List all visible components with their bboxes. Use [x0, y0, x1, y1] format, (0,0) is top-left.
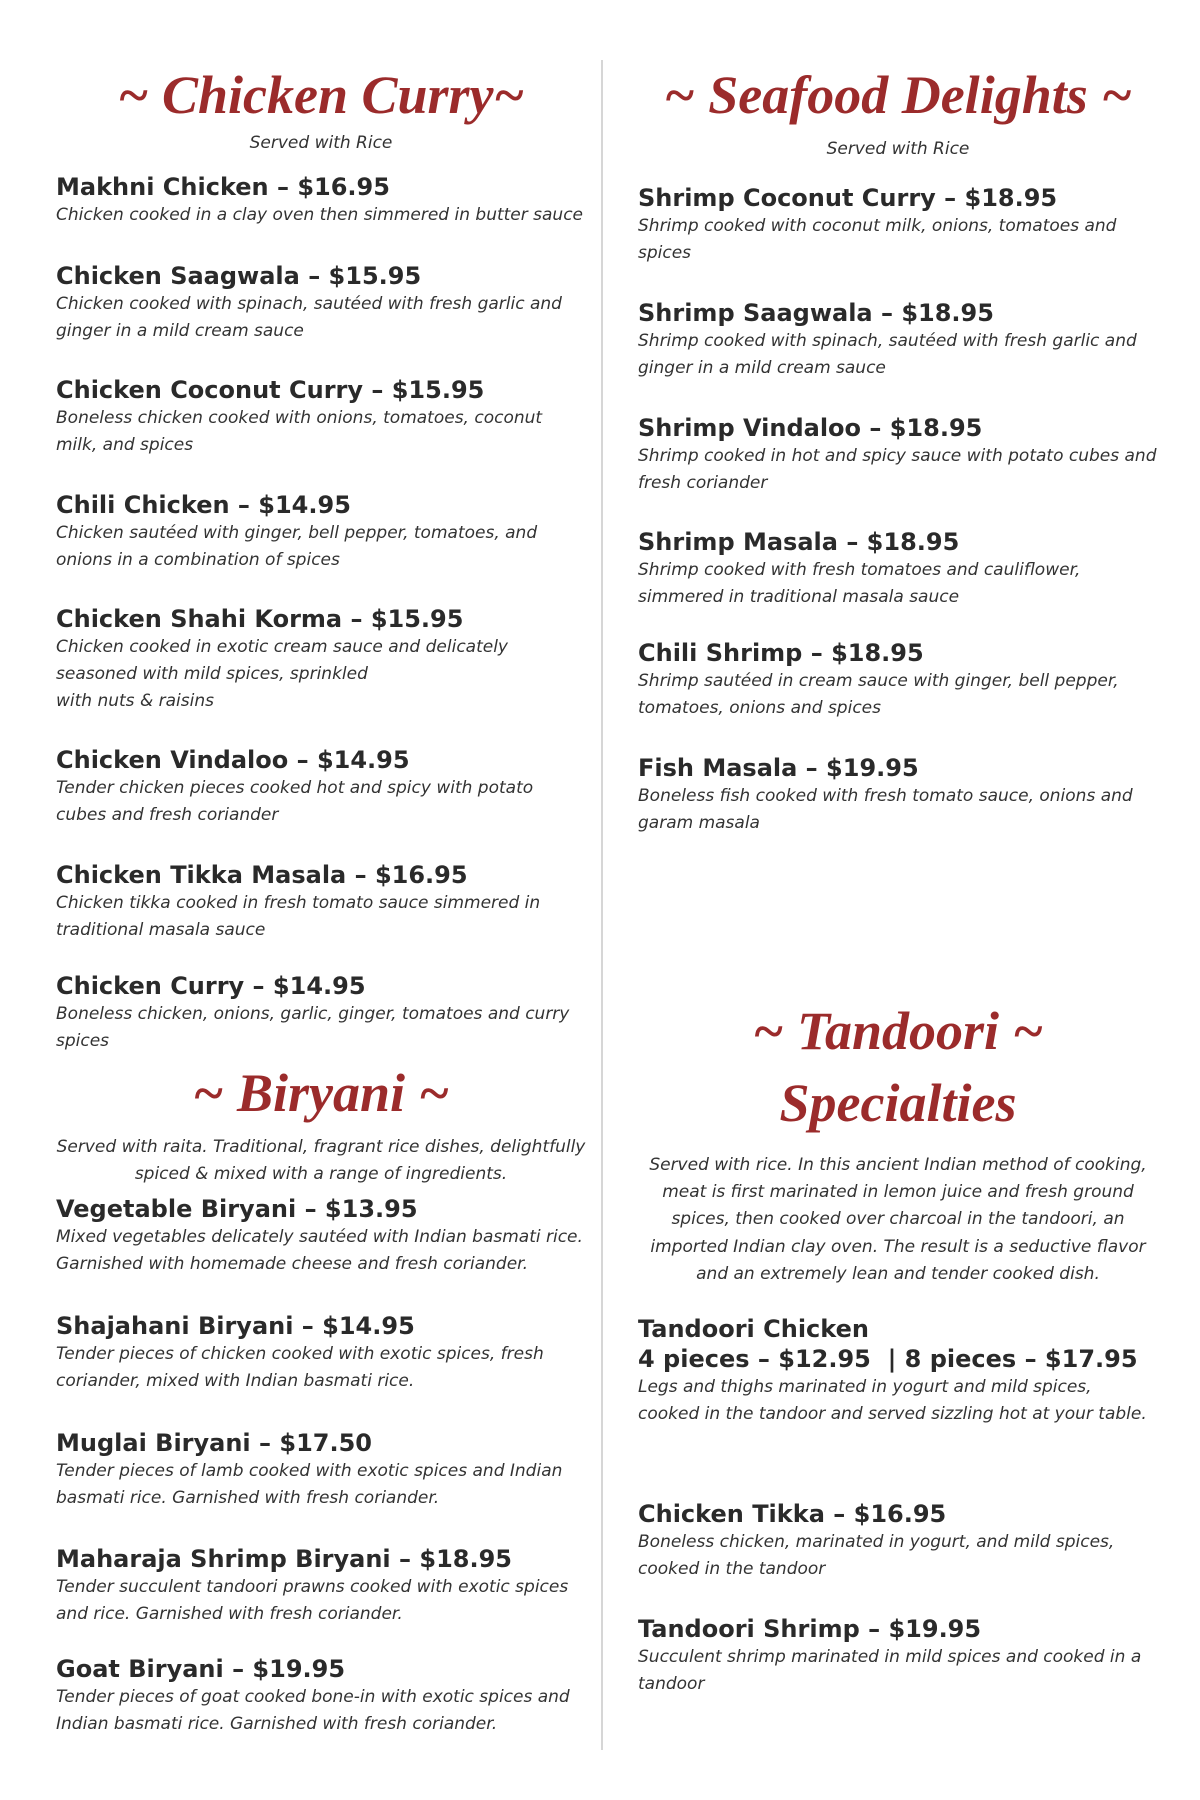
item-description: Shrimp cooked with coconut milk, onions, tomatoes and spices: [638, 216, 1117, 264]
item-name: Muglai Biryani – $17.50: [56, 1429, 372, 1457]
item-name: Chicken Saagwala – $15.95: [56, 262, 422, 290]
menu-item: [56, 1654, 586, 1738]
section-title-tandoori: ~ Tandoori ~: [752, 1001, 1044, 1061]
menu-item: [56, 261, 586, 345]
item-description: Shrimp sautéed in cream sauce with ginger, bell pepper, tomatoes, onions and spices: [638, 671, 1119, 719]
item-name: Chicken Vindaloo – $14.95: [56, 746, 410, 774]
section-title-biryani: ~ Biryani ~: [192, 1063, 450, 1123]
menu-item: [638, 1314, 1158, 1428]
menu-item: [638, 527, 1158, 611]
menu-item: [638, 1614, 1158, 1698]
item-description: Mixed vegetables delicately sautéed with Indian basmati rice. Garnished with homemade cheese and fresh coriander.: [56, 1227, 583, 1275]
item-name: Chicken Shahi Korma – $15.95: [56, 605, 464, 633]
item-description: Tender chicken pieces cooked hot and spicy with potato cubes and fresh coriander: [56, 778, 534, 826]
menu-item: [56, 1311, 586, 1395]
section-subtitle: Served with Rice: [826, 139, 970, 159]
item-name: Tandoori Chicken: [638, 1315, 869, 1343]
item-description: Tender pieces of lamb cooked with exotic spices and Indian basmati rice. Garnished with fresh coriander.: [56, 1461, 563, 1509]
menu-item: [638, 638, 1158, 722]
section-title-tandoori-line2: Specialties: [779, 1073, 1017, 1133]
item-description: Tender pieces of chicken cooked with exotic spices, fresh coriander, mixed with Indian basmati rice.: [56, 1344, 544, 1392]
item-description: Tender succulent tandoori prawns cooked with exotic spices and rice. Garnished with fresh coriander.: [56, 1577, 569, 1625]
item-name: Vegetable Biryani – $13.95: [56, 1195, 418, 1223]
item-description: Boneless chicken, onions, garlic, ginger, tomatoes and curry spices: [56, 1004, 570, 1052]
item-name: Shajahani Biryani – $14.95: [56, 1312, 415, 1340]
menu-item: [638, 183, 1158, 267]
item-name: Shrimp Masala – $18.95: [638, 528, 960, 556]
item-description: Boneless fish cooked with fresh tomato sauce, onions and garam masala: [638, 786, 1133, 834]
item-name: Shrimp Saagwala – $18.95: [638, 299, 994, 327]
section-subtitle: Served with rice. In this ancient Indian method of cooking, meat is first marinated in lemon juice and fresh ground spices, then cooked over charcoal in the tandoori, an imported Indian clay oven. The result is a seductive flavor and an extremely lean and tender cooked dish.: [649, 1155, 1147, 1284]
item-price-options: 4 pieces – $12.95 | 8 pieces – $17.95: [638, 1345, 1138, 1373]
tandoori-header: [638, 1001, 1158, 1288]
chicken-curry-header: [56, 65, 586, 157]
column-divider: [601, 60, 603, 1750]
menu-item: [638, 413, 1158, 497]
menu-item: [638, 1499, 1158, 1583]
menu-item: [56, 375, 586, 459]
item-name: Chicken Tikka Masala – $16.95: [56, 861, 468, 889]
item-description: Chicken tikka cooked in fresh tomato sauce simmered in traditional masala sauce: [56, 893, 541, 941]
item-name: Chicken Coconut Curry – $15.95: [56, 376, 485, 404]
section-title-seafood: ~ Seafood Delights ~: [663, 65, 1133, 125]
section-subtitle: Served with raita. Traditional, fragrant rice dishes, delightfully spiced & mixed with a range of ingredients.: [56, 1137, 586, 1185]
section-title-chicken-curry: ~ Chicken Curry~: [117, 65, 525, 125]
item-name: Chicken Curry – $14.95: [56, 972, 366, 1000]
menu-item: [56, 971, 586, 1055]
item-name: Shrimp Coconut Curry – $18.95: [638, 184, 1058, 212]
item-description: Chicken cooked in exotic cream sauce and delicately seasoned with mild spices, sprinkled: [56, 637, 508, 685]
menu-item: [638, 753, 1158, 837]
menu-item: [56, 745, 586, 829]
item-name: Chili Shrimp – $18.95: [638, 639, 924, 667]
menu-item: [638, 298, 1158, 382]
item-description: Succulent shrimp marinated in mild spices and cooked in a tandoor: [638, 1647, 1142, 1695]
item-description-cont: with nuts & raisins: [56, 691, 214, 712]
menu-item: [56, 1194, 586, 1278]
item-name: Goat Biryani – $19.95: [56, 1655, 346, 1683]
item-description: Boneless chicken, marinated in yogurt, and mild spices, cooked in the tandoor: [638, 1532, 1115, 1580]
item-description: Chicken cooked with spinach, sautéed with fresh garlic and ginger in a mild cream sauce: [56, 294, 562, 342]
item-description: Shrimp cooked with fresh tomatoes and cauliflower, simmered in traditional masala sauce: [638, 560, 1081, 608]
item-description: Shrimp cooked with spinach, sautéed with fresh garlic and ginger in a mild cream sauce: [638, 331, 1137, 379]
right-column: [638, 0, 1158, 1800]
item-name: Chili Chicken – $14.95: [56, 491, 351, 519]
item-name: Shrimp Vindaloo – $18.95: [638, 414, 983, 442]
item-description: Shrimp cooked in hot and spicy sauce with potato cubes and fresh coriander: [638, 446, 1157, 494]
item-description: Chicken sautéed with ginger, bell pepper, tomatoes, and onions in a combination of spices: [56, 523, 538, 571]
seafood-header: [638, 65, 1158, 163]
menu-item: [56, 1544, 586, 1628]
item-description: Boneless chicken cooked with onions, tomatoes, coconut milk, and spices: [56, 408, 543, 456]
item-description: Legs and thighs marinated in yogurt and mild spices, cooked in the tandoor and served sizzling hot at your table.: [638, 1377, 1147, 1425]
menu-item: [56, 490, 586, 574]
menu-item: [56, 604, 586, 716]
menu-item: [56, 860, 586, 944]
left-column: [56, 0, 586, 1800]
menu-item: [56, 172, 586, 229]
item-name: Chicken Tikka – $16.95: [638, 1500, 947, 1528]
item-name: Makhni Chicken – $16.95: [56, 173, 390, 201]
item-description: Tender pieces of goat cooked bone-in with exotic spices and Indian basmati rice. Garnished with fresh coriander.: [56, 1687, 570, 1735]
item-name: Fish Masala – $19.95: [638, 754, 919, 782]
item-description: Chicken cooked in a clay oven then simmered in butter sauce: [56, 205, 583, 225]
item-name: Tandoori Shrimp – $19.95: [638, 1615, 982, 1643]
biryani-header: [56, 1063, 586, 1188]
menu-item: [56, 1428, 586, 1512]
section-subtitle: Served with Rice: [249, 133, 393, 153]
item-name: Maharaja Shrimp Biryani – $18.95: [56, 1545, 512, 1573]
